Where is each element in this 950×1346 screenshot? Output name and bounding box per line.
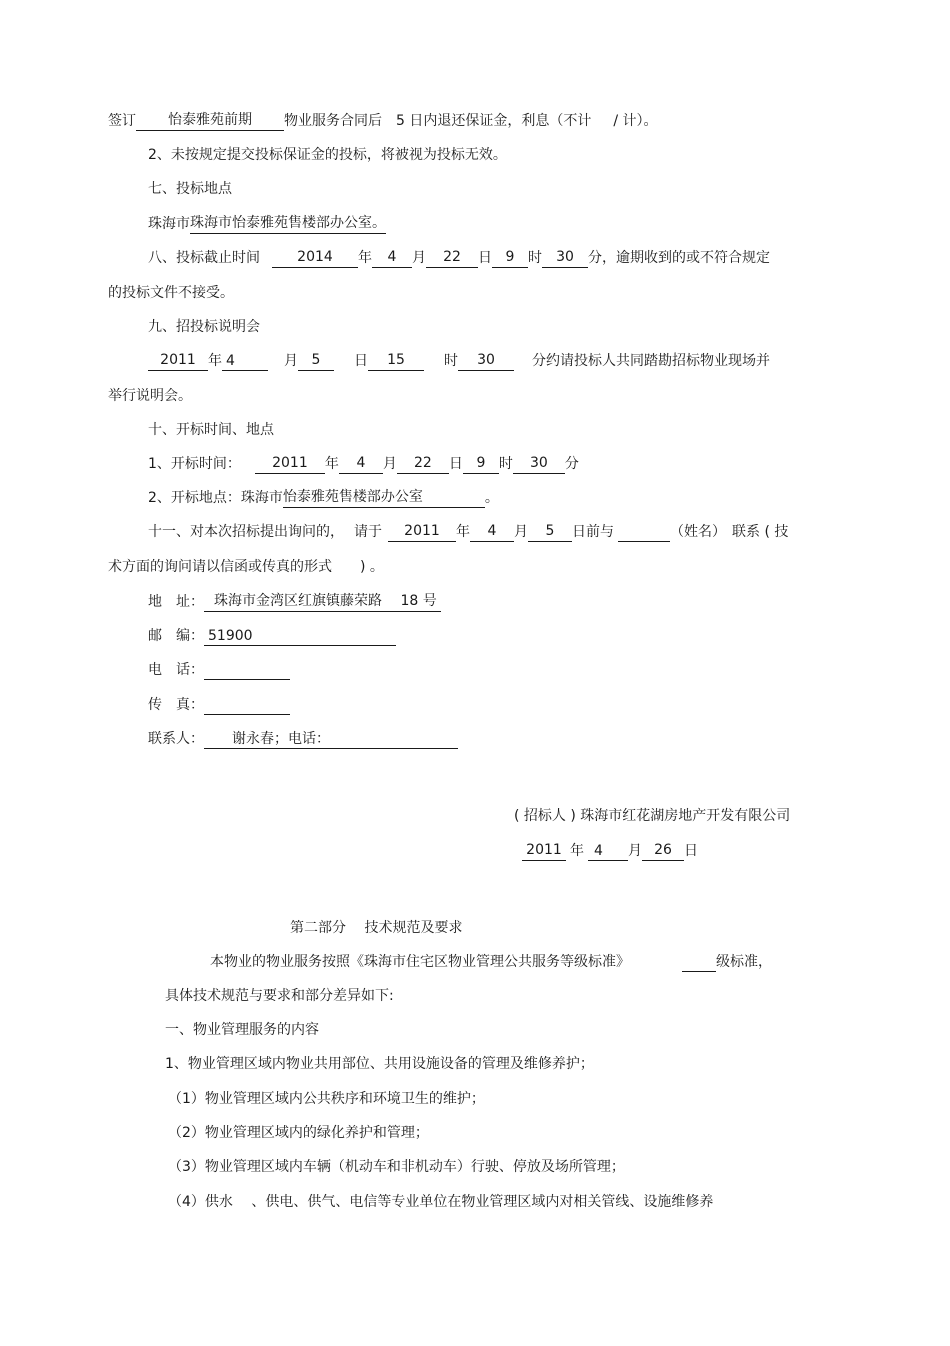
deadline-continuation: 的投标文件不接受。 (108, 285, 234, 301)
signature-date: 2011 年 4 月 26 日 (522, 841, 698, 861)
deadline-minute: 30 (542, 248, 588, 268)
signature-month: 4 (588, 842, 628, 861)
inquiry-day: 5 (528, 522, 572, 542)
phone-line (148, 660, 290, 680)
opening-day: 22 (397, 454, 449, 474)
phone-label: 电 话： (148, 662, 204, 678)
briefing-day: 5 (298, 351, 334, 371)
deadline-hour: 9 (492, 248, 528, 268)
address-line (148, 592, 441, 612)
postcode-line (148, 626, 396, 646)
address-value: 珠海市金湾区红旗镇藤荣路 18 号 (204, 592, 441, 612)
opening-month: 4 (339, 454, 383, 474)
service-item-1: 1、物业管理区域内物业共用部位、共用设施设备的管理及维修养护； (165, 1056, 594, 1072)
contact-label: 联系人： (148, 731, 204, 747)
tenderer-signature: ( 招标人 ) 珠海市红花湖房地产开发有限公司 (514, 808, 791, 824)
inquiry-line: 十一、对本次招标提出询问的， 请于 2011 年 4 月 5 日前与 （姓名） 联系 ( 技 (148, 523, 789, 540)
inquiry-year: 2011 (388, 522, 456, 542)
service-standard-line: 本物业的物业服务按照《珠海市住宅区物业管理公共服务等级标准》 级标准， (210, 954, 772, 970)
service-subitem-4: （4）供水 、供电、供气、电信等专业单位在物业管理区域内对相关管线、设施维修养 (168, 1194, 714, 1210)
postcode-value: 51900 (204, 627, 396, 646)
signature-year: 2011 (522, 841, 566, 861)
deposit-refund-line: 签订 怡泰雅苑前期 物业服务合同后 5 日内退还保证金，利息（不计 / 计）。 (108, 112, 658, 129)
opening-minute: 30 (513, 454, 565, 474)
part-2-title: 第二部分 技术规范及要求 (290, 920, 463, 936)
briefing-continuation: 举行说明会。 (108, 388, 192, 404)
service-subitem-1: （1）物业管理区域内公共秩序和环境卫生的维护； (168, 1091, 485, 1107)
opening-place-value: 怡泰雅苑售楼部办公室 (283, 488, 485, 508)
opening-year: 2011 (255, 454, 325, 474)
service-content-heading: 一、物业管理服务的内容 (165, 1022, 319, 1038)
fax-line (148, 695, 290, 715)
briefing-year: 2011 (148, 351, 208, 371)
contact-line (148, 729, 458, 749)
deposit-invalid-clause: 2、未按规定提交投标保证金的投标，将被视为投标无效。 (148, 147, 507, 163)
deadline-month: 4 (372, 248, 412, 268)
standard-level-blank (682, 952, 716, 972)
section-7-heading: 七、投标地点 (148, 181, 232, 197)
bid-location-line: 珠海市珠海市怡泰雅苑售楼部办公室。 (148, 215, 386, 232)
inquiry-continuation: 术方面的询问请以信函或传真的形式 ) 。 (108, 559, 384, 575)
phone-blank (204, 660, 290, 680)
fax-blank (204, 695, 290, 715)
briefing-minute: 30 (458, 351, 514, 371)
briefing-line: 2011 年 4 月 5 日 15 时 30 分约请投标人共同踏勘招标物业现场并 (148, 351, 770, 371)
spec-intro-line: 具体技术规范与要求和部分差异如下: (165, 988, 394, 1004)
briefing-month: 4 (222, 352, 268, 371)
address-label: 地 址： (148, 594, 204, 610)
postcode-label: 邮 编： (148, 628, 204, 644)
fax-label: 传 真： (148, 697, 204, 713)
opening-hour: 9 (463, 454, 499, 474)
inquiry-month: 4 (470, 522, 514, 542)
bid-location-value: 珠海市怡泰雅苑售楼部办公室。 (190, 214, 386, 234)
contact-name-blank (618, 522, 670, 542)
project-name-blank: 怡泰雅苑前期 (136, 111, 284, 131)
section-9-heading: 九、招投标说明会 (148, 319, 260, 335)
deadline-year: 2014 (272, 248, 358, 268)
briefing-hour: 15 (368, 351, 424, 371)
opening-time-line: 1、开标时间： 2011 年 4 月 22 日 9 时 30 分 (148, 455, 579, 472)
section-10-heading: 十、开标时间、地点 (148, 422, 274, 438)
contact-value: 谢永春；电话： (204, 730, 458, 749)
service-subitem-2: （2）物业管理区域内的绿化养护和管理； (168, 1125, 429, 1141)
deadline-day: 22 (426, 248, 478, 268)
bid-deadline-line: 八、投标截止时间 2014 年 4 月 22 日 9 时 30 分，逾期收到的或不符合规定 (148, 249, 770, 266)
signature-day: 26 (642, 841, 684, 861)
opening-place-line: 2、开标地点：珠海市怡泰雅苑售楼部办公室 。 (148, 489, 499, 506)
service-subitem-3: （3）物业管理区域内车辆（机动车和非机动车）行驶、停放及场所管理； (168, 1159, 625, 1175)
